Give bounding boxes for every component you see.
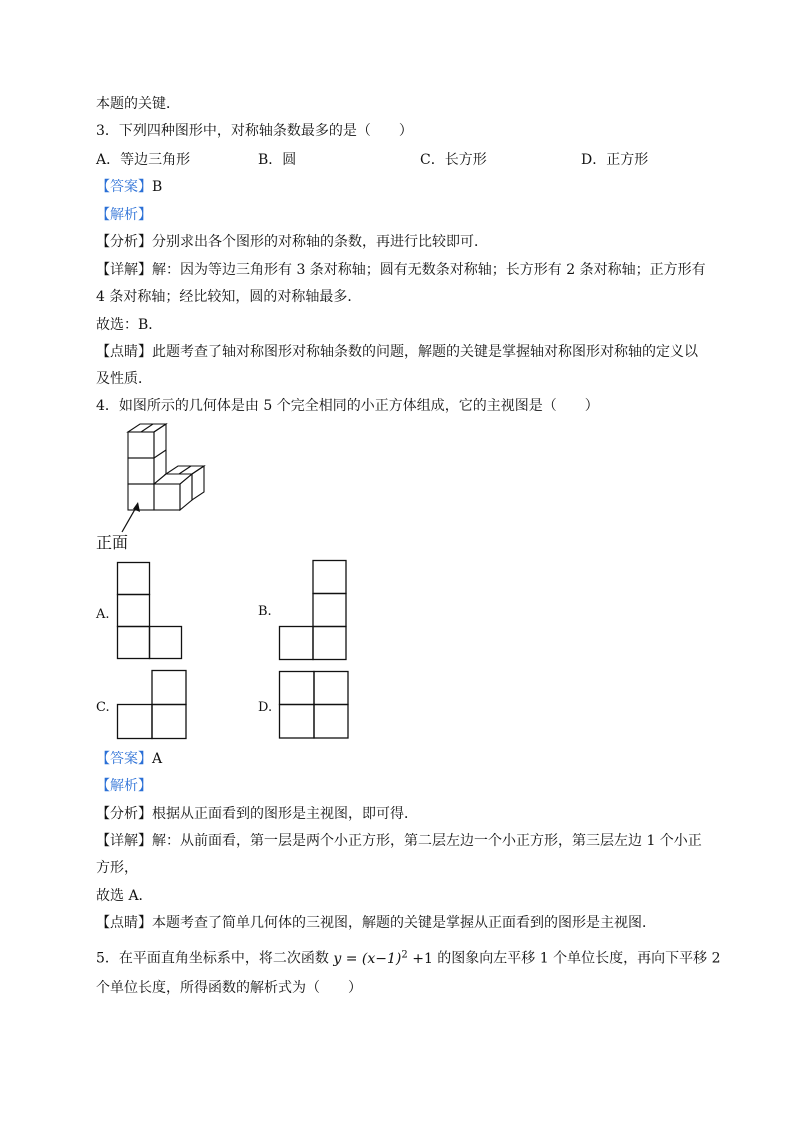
answer-tag: 【答案】 bbox=[96, 751, 152, 767]
xiangjie-tag: 【详解】 bbox=[96, 833, 152, 849]
q5-stem-line-2: 个单位长度，所得函数的解析式为（ ） bbox=[96, 980, 362, 996]
q4-option-a-label: A. bbox=[96, 607, 110, 622]
q3-fenxi-line bbox=[96, 232, 488, 252]
q3-option-a: A．等边三角形 bbox=[96, 152, 191, 168]
xiangjie-tag: 【详解】 bbox=[96, 262, 152, 278]
q4-answer: A bbox=[152, 751, 163, 767]
q4-stem: 4．如图所示的几何体是由 5 个完全相同的小正方体组成，它的主视图是（ ） bbox=[96, 398, 599, 414]
q4-xiangjie-1: 解：从前面看，第一层是两个小正方形，第二层左边一个小正方形，第三层左边 1 个小正 bbox=[152, 833, 702, 849]
q4-option-d-figure bbox=[279, 671, 349, 739]
formula-paren: (x−1) bbox=[361, 950, 402, 967]
q4-option-d-label: D. bbox=[258, 700, 273, 715]
q5-stem-pre: 5．在平面直角坐标系中，将二次函数 bbox=[96, 950, 334, 967]
q4-option-a-figure bbox=[117, 562, 183, 660]
q3-dianjing-1: 此题考查了轴对称图形对称轴条数的问题，解题的关键是掌握轴对称图形对称轴的定义以 bbox=[152, 344, 698, 360]
q3-answer: B bbox=[152, 179, 163, 195]
q5-formula bbox=[333, 951, 433, 967]
q3-option-b: B．圆 bbox=[258, 152, 297, 168]
formula-y: y bbox=[333, 950, 342, 967]
q3-dianjing-2: 及性质． bbox=[96, 371, 152, 387]
q2-tail: 本题的关键． bbox=[96, 96, 180, 112]
fenxi-tag: 【分析】 bbox=[96, 806, 152, 822]
dianjing-tag: 【点睛】 bbox=[96, 344, 152, 360]
formula-eq: = bbox=[341, 950, 362, 967]
q4-analysis-line bbox=[96, 776, 152, 796]
analysis-tag: 【解析】 bbox=[96, 207, 152, 223]
q4-dianjing: 本题考查了简单几何体的三视图，解题的关键是掌握从正面看到的图形是主视图． bbox=[152, 915, 656, 931]
dianjing-tag: 【点睛】 bbox=[96, 915, 152, 931]
q3-option-c: C．长方形 bbox=[420, 152, 487, 168]
fenxi-tag: 【分析】 bbox=[96, 234, 152, 250]
q3-xiangjie-2: 4 条对称轴；经比较知，圆的对称轴最多． bbox=[96, 289, 362, 305]
q4-choice: 故选 A． bbox=[96, 888, 153, 904]
q3-option-d: D．正方形 bbox=[581, 152, 649, 168]
q3-answer-line bbox=[96, 177, 162, 197]
answer-tag: 【答案】 bbox=[96, 179, 152, 195]
q4-fenxi: 根据从正面看到的图形是主视图，即可得． bbox=[152, 806, 418, 822]
q4-dianjing-line bbox=[96, 913, 656, 933]
arrow-icon bbox=[118, 498, 148, 538]
q4-option-c-label: C. bbox=[96, 700, 110, 715]
q3-fenxi: 分别求出各个图形的对称轴的条数，再进行比较即可． bbox=[152, 234, 488, 250]
q3-xiangjie-line bbox=[96, 260, 706, 280]
q4-option-b-figure bbox=[279, 560, 347, 661]
q4-option-c-figure bbox=[117, 670, 187, 740]
q5-stem-line-1 bbox=[96, 945, 720, 969]
q4-option-b-label: B. bbox=[258, 604, 272, 619]
formula-exp: 2 bbox=[401, 949, 408, 960]
formula-tail: +1 bbox=[407, 950, 433, 967]
q4-answer-line bbox=[96, 749, 162, 769]
analysis-tag: 【解析】 bbox=[96, 778, 152, 794]
q4-xiangjie-line bbox=[96, 831, 702, 851]
q5-stem-post: 的图象向左平移 1 个单位长度，再向下平移 2 bbox=[432, 950, 721, 967]
q3-dianjing-line bbox=[96, 342, 698, 362]
q4-fenxi-line bbox=[96, 804, 418, 824]
q4-xiangjie-2: 方形， bbox=[96, 860, 138, 876]
front-label: 正面 bbox=[96, 533, 129, 552]
q3-analysis-line bbox=[96, 205, 152, 225]
q3-choice: 故选：B． bbox=[96, 317, 163, 333]
q3-stem: 3．下列四种图形中，对称轴条数最多的是（ ） bbox=[96, 123, 413, 139]
q3-xiangjie-1: 解：因为等边三角形有 3 条对称轴；圆有无数条对称轴；长方形有 2 条对称轴；正方形有 bbox=[152, 262, 706, 278]
